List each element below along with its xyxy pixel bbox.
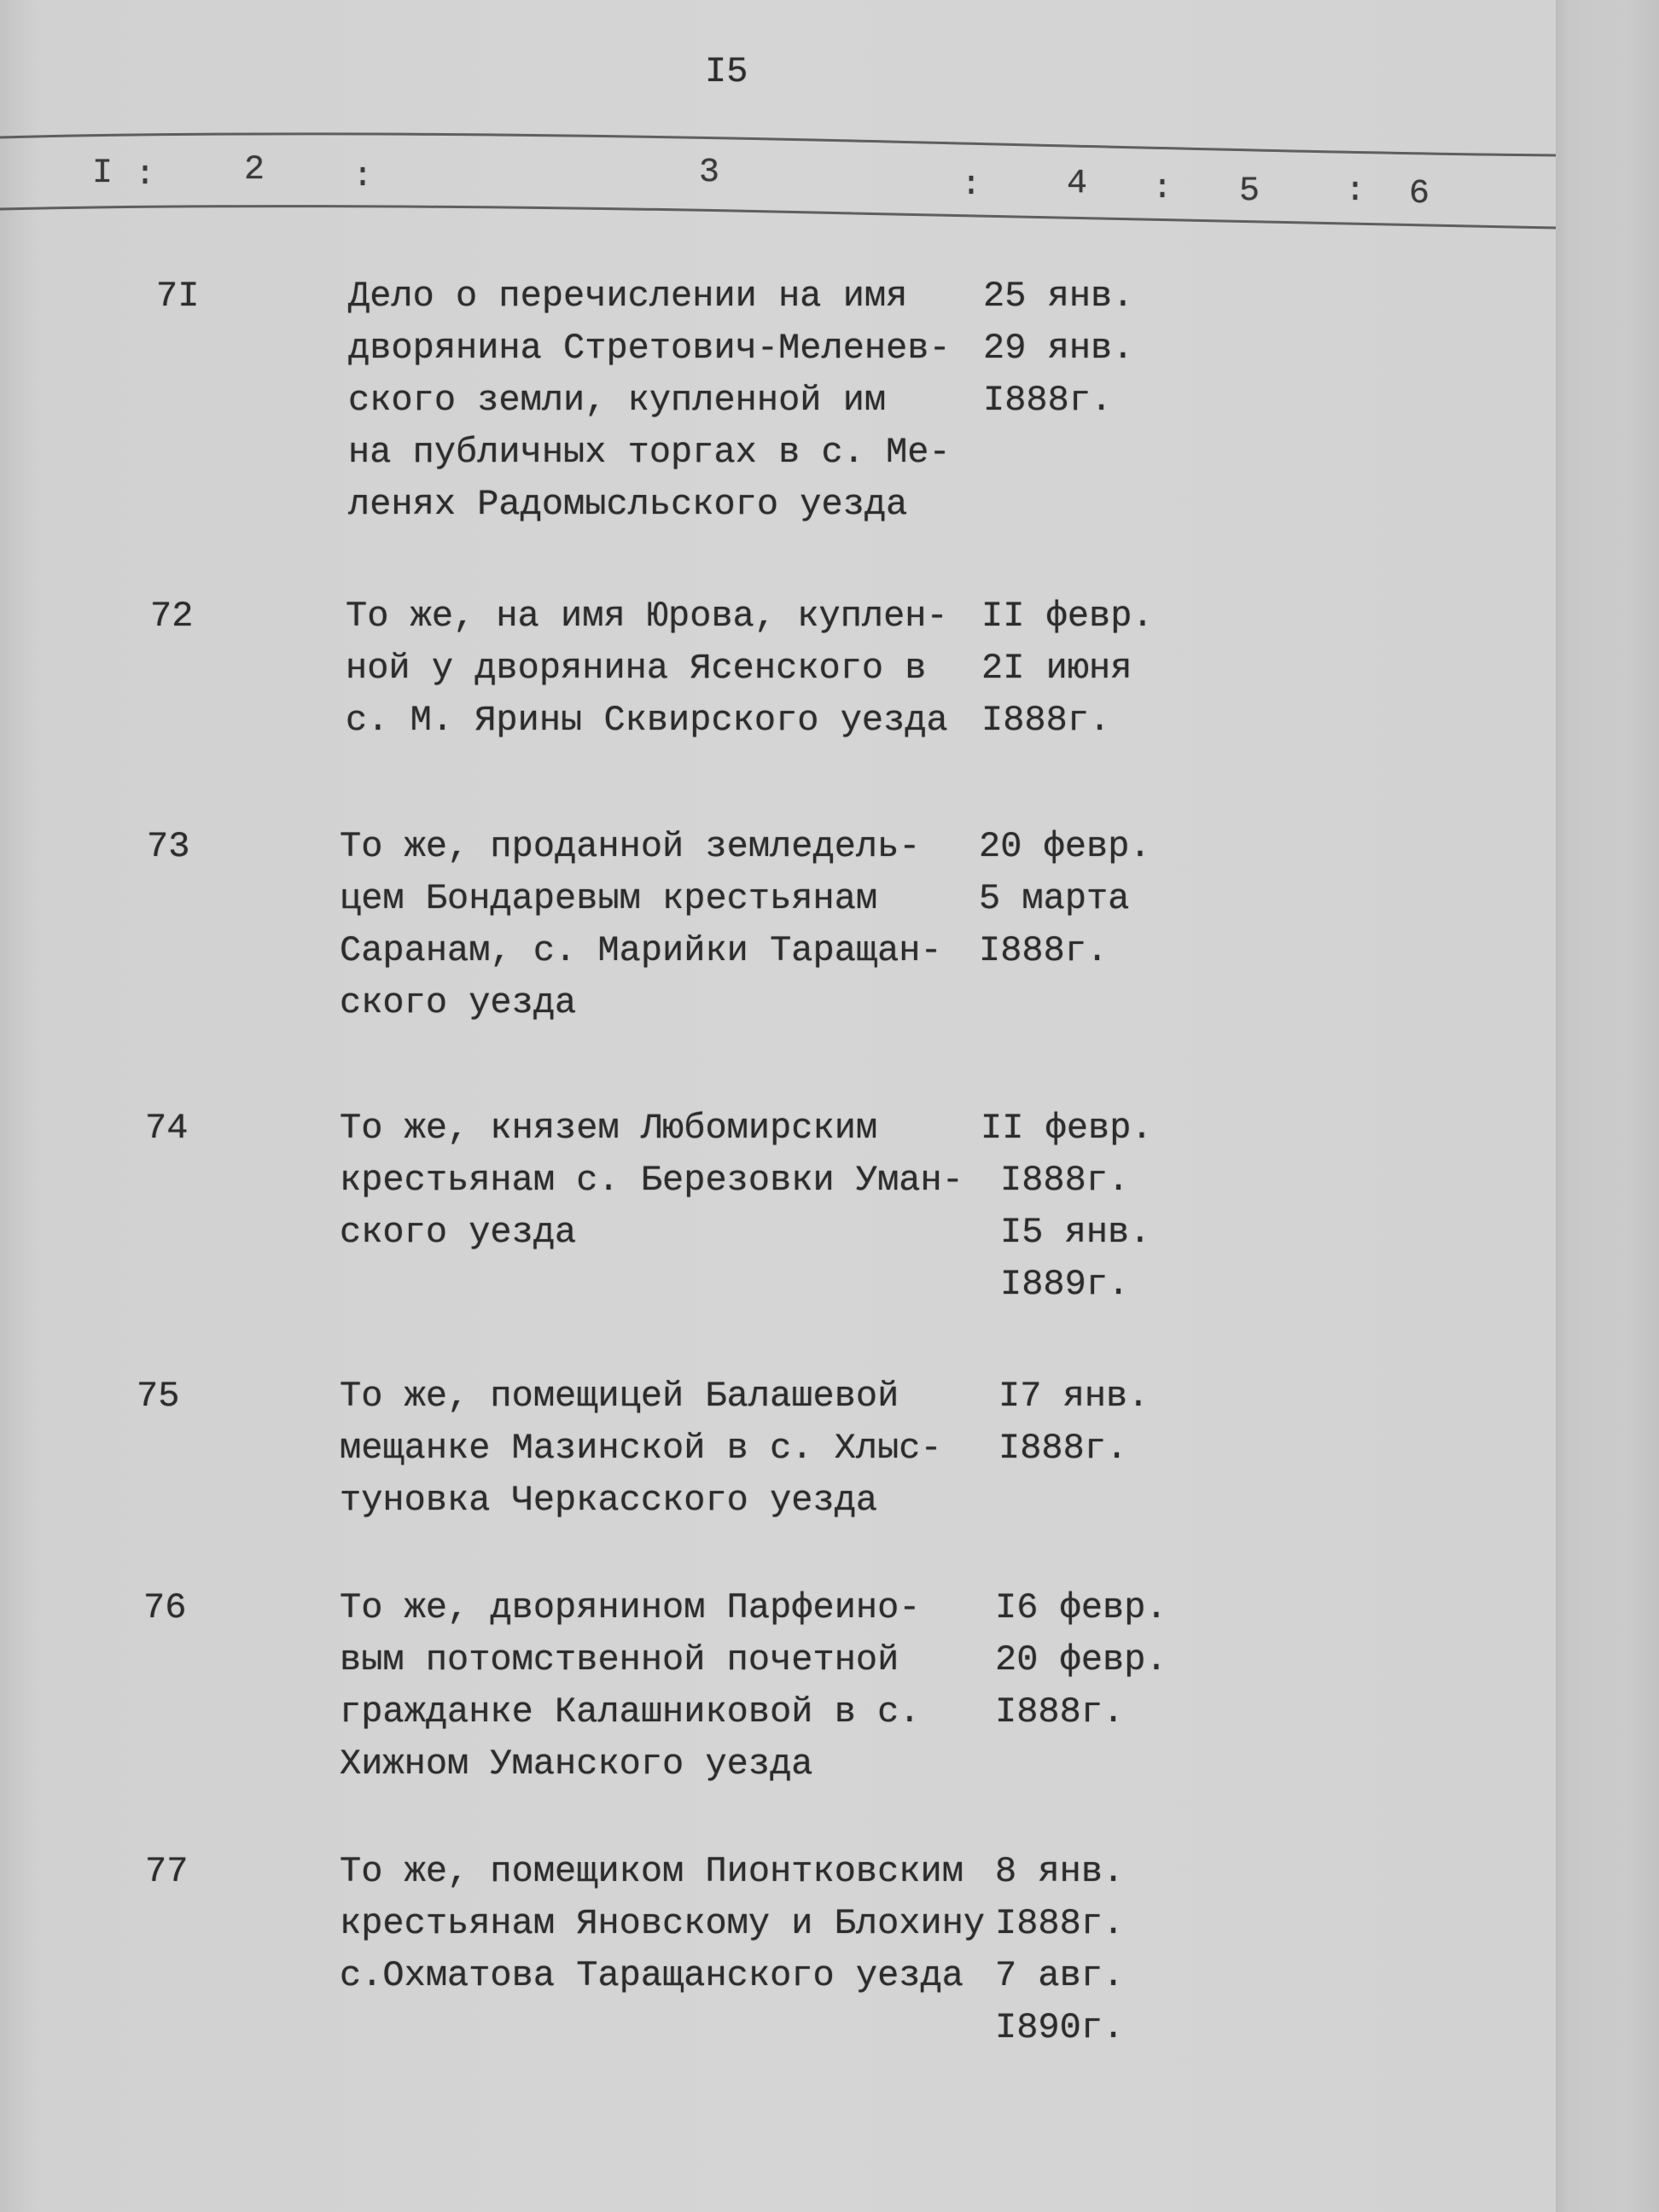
column-header-1: I xyxy=(92,154,114,193)
entry-number xyxy=(145,1846,188,1898)
description-line: Саранам, с. Марийки Таращан- xyxy=(340,930,942,971)
date-line: I888г. xyxy=(1000,1160,1130,1201)
date-line: I7 янв. xyxy=(998,1376,1150,1417)
description-line: То же, помещицей Балашевой xyxy=(340,1376,899,1417)
column-header-4: 4 xyxy=(1067,165,1088,203)
description-line: вым потомственной почетной xyxy=(340,1639,899,1680)
page-number: I5 xyxy=(705,51,748,92)
date-line: I889г. xyxy=(1000,1264,1130,1305)
column-separator: : xyxy=(1345,172,1366,211)
description-line: То же, князем Любомирским xyxy=(340,1108,878,1149)
date-line: I888г. xyxy=(979,930,1109,971)
description-line: То же, на имя Юрова, куплен- xyxy=(346,596,948,637)
description-line: крестьянам с. Березовки Уман- xyxy=(340,1160,963,1201)
date-line: I888г. xyxy=(983,380,1113,421)
entry-dates xyxy=(998,1371,1149,1475)
description-line: ского уезда xyxy=(340,1212,577,1253)
entry-description xyxy=(340,1103,963,1259)
entry-description xyxy=(340,1582,921,1790)
description-line: с. М. Ярины Сквирского уезда xyxy=(346,700,948,741)
description-line: туновка Черкасского уезда xyxy=(340,1480,878,1521)
entry-dates xyxy=(995,1582,1167,1738)
description-line: на публичных торгах в с. Ме- xyxy=(348,432,951,473)
column-separator: : xyxy=(352,158,374,196)
entry-row xyxy=(0,1371,1556,1584)
column-header-5: 5 xyxy=(1239,172,1260,211)
description-line: То же, проданной земледель- xyxy=(340,826,921,867)
entry-row xyxy=(0,271,1556,525)
date-line: I6 февр. xyxy=(995,1587,1167,1628)
entry-number xyxy=(156,271,199,323)
description-line: Дело о перечислении на имя xyxy=(348,276,908,317)
entry-number-text: 7I xyxy=(156,276,200,317)
entry-number-text: 76 xyxy=(143,1587,187,1628)
entry-row xyxy=(0,821,1556,1034)
entry-description xyxy=(340,1846,985,2002)
entry-number-text: 74 xyxy=(145,1108,189,1149)
entry-row xyxy=(0,1582,1556,1796)
column-header-3: 3 xyxy=(699,154,720,192)
entry-number xyxy=(143,1582,186,1634)
description-line: ского земли, купленной им xyxy=(348,380,887,421)
description-line: ского уезда xyxy=(340,982,577,1023)
entry-dates xyxy=(995,1846,1124,2054)
entry-row xyxy=(0,1103,1556,1316)
entry-description xyxy=(340,1371,942,1527)
entry-description xyxy=(340,821,942,1029)
date-line: II февр. xyxy=(981,1108,1153,1149)
date-line: I888г. xyxy=(995,1691,1125,1732)
entry-dates xyxy=(979,821,1151,977)
column-header-2: 2 xyxy=(244,151,265,189)
description-line: с.Охматова Таращанского уезда xyxy=(340,1955,963,1996)
entry-number-text: 77 xyxy=(145,1851,189,1892)
date-line: 5 марта xyxy=(979,878,1130,919)
description-line: ленях Радомысльского уезда xyxy=(348,484,908,525)
entry-number xyxy=(137,1371,179,1423)
entry-dates xyxy=(981,591,1154,747)
entry-description xyxy=(348,271,951,531)
date-line: I888г. xyxy=(981,700,1111,741)
date-line: 29 янв. xyxy=(983,328,1134,369)
description-line: цем Бондаревым крестьянам xyxy=(340,878,878,919)
entry-dates xyxy=(983,271,1133,427)
date-line: 20 февр. xyxy=(979,826,1151,867)
entry-number xyxy=(145,1103,188,1155)
date-line: 25 янв. xyxy=(983,276,1134,317)
date-line: 2I июня xyxy=(981,648,1132,689)
entry-number xyxy=(147,821,189,873)
description-line: крестьянам Яновскому и Блохину xyxy=(340,1903,986,1944)
date-line: I5 янв. xyxy=(1000,1212,1151,1253)
description-line: Хижном Уманского уезда xyxy=(340,1743,813,1784)
header-top-rule xyxy=(0,134,1556,155)
description-line: То же, помещиком Пионтковским xyxy=(340,1851,963,1892)
header-bottom-rule xyxy=(0,207,1556,228)
entry-number-text: 75 xyxy=(137,1376,180,1417)
entry-number-text: 72 xyxy=(150,596,194,637)
date-line: 20 февр. xyxy=(995,1639,1167,1680)
date-line: II февр. xyxy=(981,596,1154,637)
description-line: То же, дворянином Парфеино- xyxy=(340,1587,921,1628)
description-line: гражданке Калашниковой в с. xyxy=(340,1691,921,1732)
column-separator: : xyxy=(961,166,982,205)
page-edge-shadow xyxy=(1556,0,1659,2212)
date-line: 7 авг. xyxy=(995,1955,1125,1996)
entry-description xyxy=(346,591,948,747)
description-line: мещанке Мазинской в с. Хлыс- xyxy=(340,1428,942,1469)
date-line: I890г. xyxy=(995,2007,1125,2048)
date-line: I888г. xyxy=(995,1903,1125,1944)
column-header-6: 6 xyxy=(1409,175,1430,213)
entry-row xyxy=(0,1846,1556,2059)
column-separator: : xyxy=(1152,170,1173,208)
date-line: 8 янв. xyxy=(995,1851,1125,1892)
header-rules xyxy=(0,0,1659,256)
entry-number xyxy=(150,591,193,643)
description-line: дворянина Стретович-Меленев- xyxy=(348,328,951,369)
column-separator: : xyxy=(135,156,156,195)
entry-row xyxy=(0,591,1556,804)
description-line: ной у дворянина Ясенского в xyxy=(346,648,927,689)
entry-dates xyxy=(981,1103,1153,1311)
date-line: I888г. xyxy=(998,1428,1128,1469)
entry-number-text: 73 xyxy=(147,826,190,867)
